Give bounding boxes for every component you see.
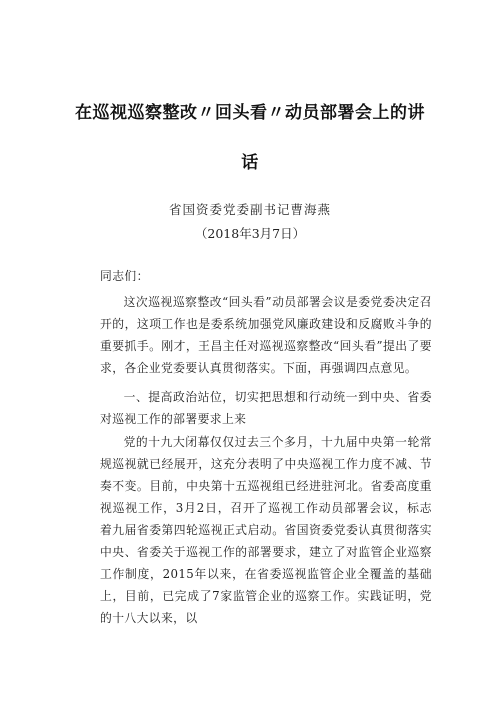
section-heading-1: 一、提高政治站位，切实把思想和行动统一到中央、省委对巡视工作的部署要求上来 (100, 390, 432, 426)
document-title-line-1: 在巡视巡察整改〃回头看〃动员部署会上的讲 (75, 103, 425, 123)
body-paragraph-opening: 这次巡视巡察整改“回头看”动员部署会议是委党委决定召开的，这项工作也是委系统加强党风廉政建设和反腐败斗争的重要抓手。刚才，王昌主任对巡视巡察整改“回头看”提出了要求，各企业党委要认真贯彻落实。下面，再强调四点意见。 (100, 295, 432, 375)
document-title-line-2: 话 (241, 153, 259, 173)
speaker-byline: 省国资委党委副书记曹海燕 (168, 202, 331, 217)
body-paragraph-section-1: 党的十九大闭幕仅仅过去三个多月，十九届中央第一轮常规巡视就已经展开，这充分表明了中央巡视工作力度不减、节奏不变。目前，中央第十五巡视组已经进驻河北。省委高度重视巡视工作，3月2日，召开了巡视工作动员部署会议，标志着九届省委第四轮巡视正式启动。省国资委党委认真贯彻落实中央、省委关于巡视工作的部署要求，建立了对监管企业巡察工作制度，2015年以来，在省委巡视监管企业全覆盖的基础上，目前，已完成了7家监管企业的巡察工作。实践证明，党的十八大以来，以 (100, 435, 432, 625)
speech-date: （2018年3月7日） (194, 226, 306, 241)
salutation: 同志们： (100, 269, 149, 283)
